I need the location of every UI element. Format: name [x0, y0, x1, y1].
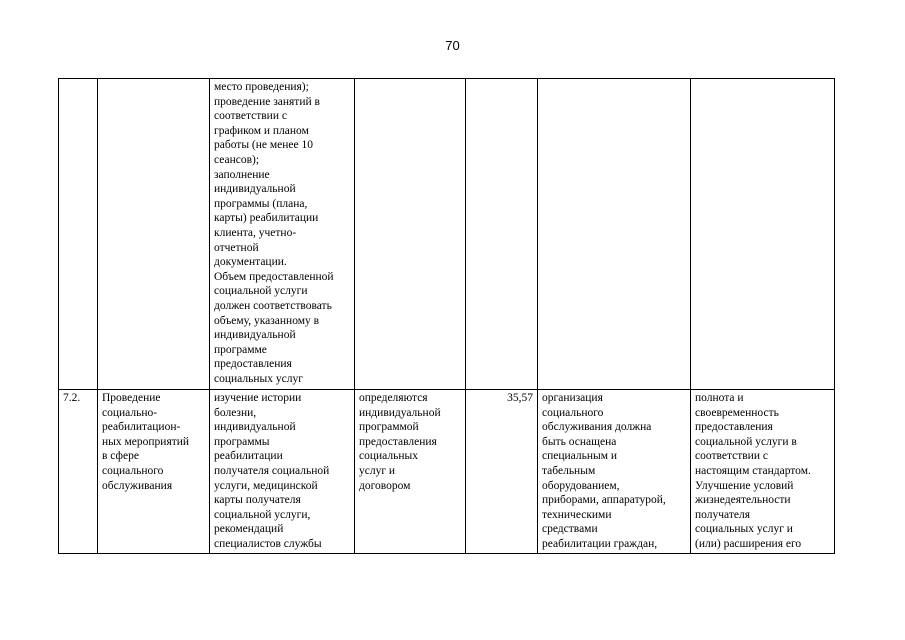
service-content-cell: место проведения); проведение занятий в соответствии с графиком и планом работы (не менее 10 сеансов); заполнение индивидуальной программы (плана, карты) реабилитации клиента, учетно- отчетной документации. Объем предоставленной социальной услуги должен соответствовать объему, указанному в индивидуальной программе предоставления социальных услуг: [210, 79, 355, 390]
table-row: [59, 79, 835, 390]
tariff-value-cell: 35,57: [466, 390, 538, 554]
evaluation-cell: полнота и своевременность предоставления социальной услуги в соответствии с настоящим стандартом. Улучшение условий жизнедеятельности получателя социальных услуг и (или) расширения его: [691, 390, 835, 554]
conditions-cell: [538, 79, 691, 390]
service-name-cell: Проведение социально- реабилитацион- ных мероприятий в сфере социального обслуживания: [98, 390, 210, 554]
evaluation-cell: [691, 79, 835, 390]
page-number: 70: [445, 38, 460, 53]
service-name-cell: [98, 79, 210, 390]
row-number-cell: 7.2.: [59, 390, 98, 554]
service-content-cell: изучение истории болезни, индивидуальной программы реабилитации получателя социальной услуги, медицинской карты получателя социальной услуги, рекомендаций специалистов службы: [210, 390, 355, 554]
tariff-value-cell: [466, 79, 538, 390]
service-term-cell: [355, 79, 466, 390]
conditions-cell: организация социального обслуживания должна быть оснащена специальным и табельным оборудованием, приборами, аппаратурой, техническими средствами реабилитации граждан,: [538, 390, 691, 554]
table-row: [59, 390, 835, 554]
standard-table: [58, 78, 835, 554]
row-number-cell: [59, 79, 98, 390]
service-term-cell: определяются индивидуальной программой предоставления социальных услуг и договором: [355, 390, 466, 554]
